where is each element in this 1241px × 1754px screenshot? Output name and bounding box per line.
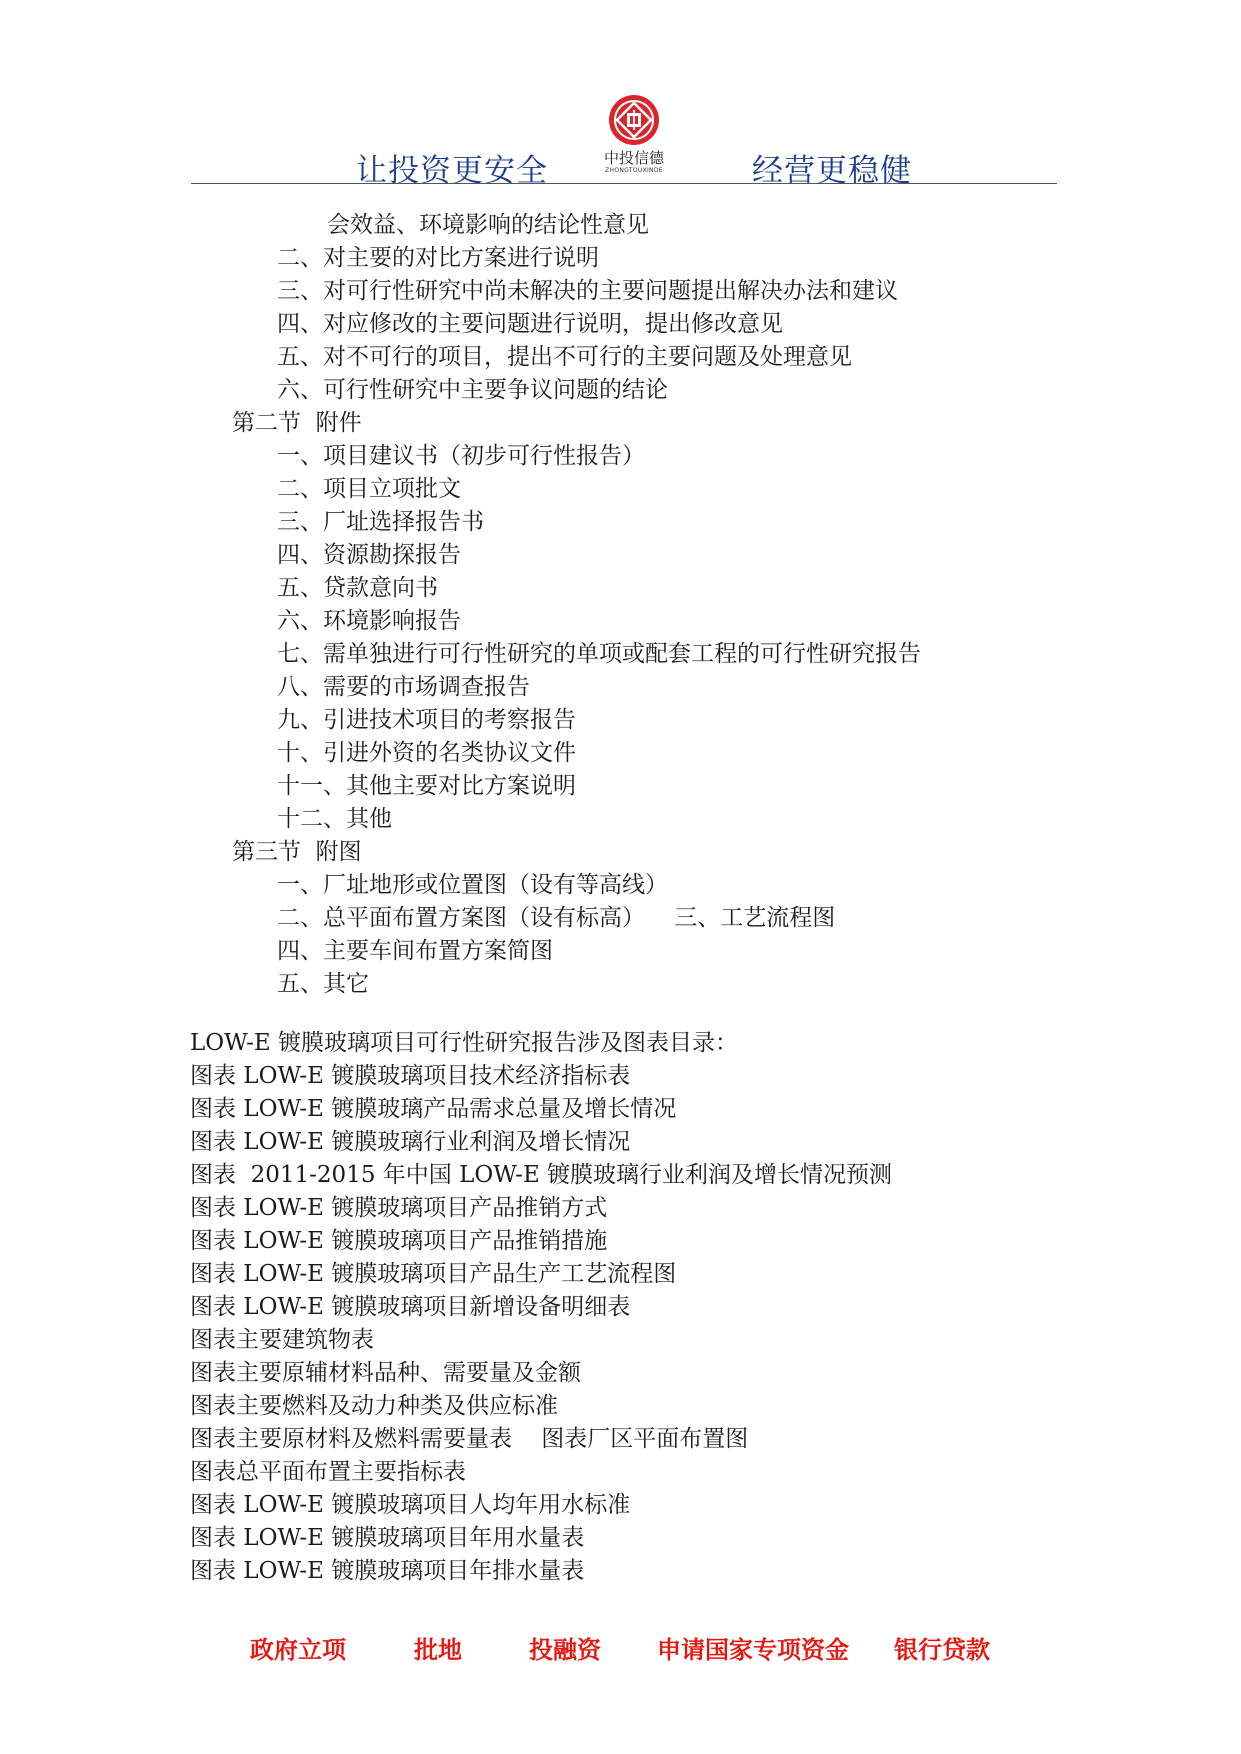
charts-list-title: LOW-E 镀膜玻璃项目可行性研究报告涉及图表目录： [190,1030,738,1056]
toc-line: 五、贷款意向书 [277,575,438,601]
toc-line: 七、需单独进行可行性研究的单项或配套工程的可行性研究报告 [277,641,921,667]
slogan-right: 经营更稳健 [752,153,912,189]
header-divider [191,183,1057,184]
chart-list-item: 图表 LOW-E 镀膜玻璃项目产品生产工艺流程图 [190,1261,677,1287]
slogan-left: 让投资更安全 [356,153,548,189]
toc-line: 一、项目建议书（初步可行性报告） [277,443,645,469]
logo-name: 中投信德 [603,149,664,167]
chart-list-item: 图表 LOW-E 镀膜玻璃项目技术经济指标表 [190,1063,631,1089]
chart-list-item: 图表 LOW-E 镀膜玻璃项目产品推销方式 [190,1195,608,1221]
chart-list-item: 图表主要燃料及动力种类及供应标准 [190,1393,558,1419]
toc-line: 二、总平面布置方案图（设有标高） 三、工艺流程图 [277,905,836,931]
chart-list-item: 图表主要原材料及燃料需要量表 图表厂区平面布置图 [190,1426,749,1452]
toc-section-heading: 第三节 附图 [232,839,362,865]
chart-list-item: 图表 LOW-E 镀膜玻璃项目人均年用水标准 [190,1492,631,1518]
footer-link-government-approval[interactable]: 政府立项 [250,1635,346,1664]
chart-list-item: 图表主要建筑物表 [190,1327,374,1353]
footer-link-bank-loan[interactable]: 银行贷款 [894,1635,990,1664]
footer-link-special-funds[interactable]: 申请国家专项资金 [657,1635,849,1664]
toc-line: 二、项目立项批文 [277,476,461,502]
toc-line: 十一、其他主要对比方案说明 [277,773,576,799]
toc-line: 八、需要的市场调查报告 [277,674,530,700]
chart-list-item: 图表 LOW-E 镀膜玻璃项目产品推销措施 [190,1228,608,1254]
footer-link-land-approval[interactable]: 批地 [414,1635,462,1664]
toc-line: 一、厂址地形或位置图（设有等高线） [277,872,668,898]
toc-line: 二、对主要的对比方案进行说明 [277,245,599,271]
chart-list-item: 图表 LOW-E 镀膜玻璃行业利润及增长情况 [190,1129,631,1155]
toc-line: 四、资源勘探报告 [277,542,461,568]
toc-line: 三、厂址选择报告书 [277,509,484,535]
toc-line: 十二、其他 [277,806,392,832]
chart-list-item: 图表主要原辅材料品种、需要量及金额 [190,1360,581,1386]
chart-list-item: 图表 LOW-E 镀膜玻璃项目新增设备明细表 [190,1294,631,1320]
chart-list-item: 图表 LOW-E 镀膜玻璃项目年用水量表 [190,1525,585,1551]
chart-list-item: 图表 LOW-E 镀膜玻璃产品需求总量及增长情况 [190,1096,677,1122]
toc-line: 九、引进技术项目的考察报告 [277,707,576,733]
chart-list-item: 图表 LOW-E 镀膜玻璃项目年排水量表 [190,1558,585,1584]
toc-line: 十、引进外资的名类协议文件 [277,740,576,766]
toc-section-heading: 第二节 附件 [232,410,362,436]
toc-line: 会效益、环境影响的结论性意见 [327,212,649,238]
toc-line: 四、主要车间布置方案简图 [277,938,553,964]
toc-line: 五、对不可行的项目，提出不可行的主要问题及处理意见 [277,344,852,370]
page-header [0,0,1241,200]
chart-list-item: 图表总平面布置主要指标表 [190,1459,466,1485]
toc-line: 四、对应修改的主要问题进行说明，提出修改意见 [277,311,783,337]
toc-line: 六、可行性研究中主要争议问题的结论 [277,377,668,403]
chart-list-item: 图表 2011-2015 年中国 LOW-E 镀膜玻璃行业利润及增长情况预测 [190,1162,893,1188]
toc-line: 五、其它 [277,971,369,997]
footer-link-financing[interactable]: 投融资 [529,1635,601,1664]
logo-subtitle: ZHONGTOUXINDE [605,167,663,174]
toc-line: 六、环境影响报告 [277,608,461,634]
toc-line: 三、对可行性研究中尚未解决的主要问题提出解决办法和建议 [277,278,898,304]
